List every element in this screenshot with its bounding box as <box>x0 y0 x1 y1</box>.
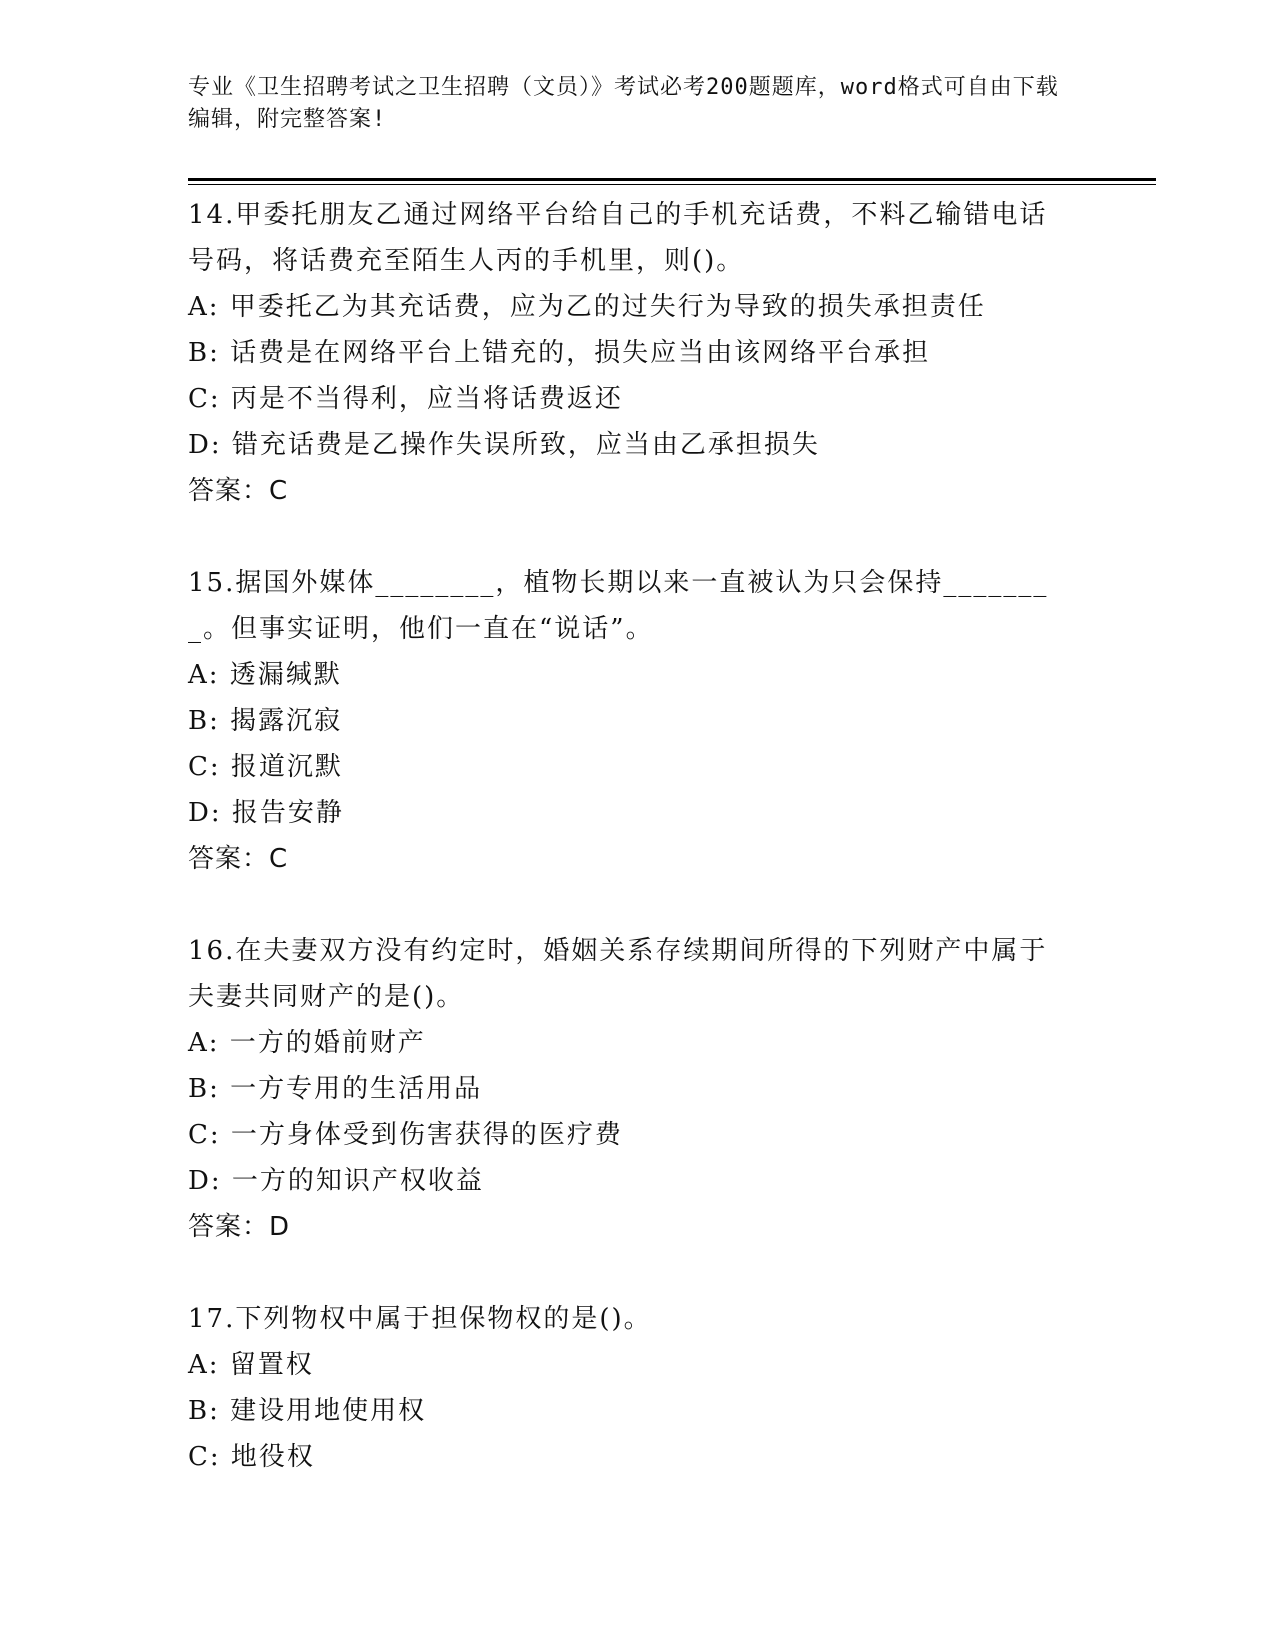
option-d: D: 错充话费是乙操作失误所致，应当由乙承担损失 <box>188 430 820 460</box>
option-c: C: 报道沉默 <box>188 752 343 782</box>
option-c: C: 地役权 <box>188 1442 315 1472</box>
question-stem: 17.下列物权中属于担保物权的是()。 <box>188 1304 652 1334</box>
question-stem: 14.甲委托朋友乙通过网络平台给自己的手机充话费，不料乙输错电话号码，将话费充至陌生人丙的手机里，则()。 <box>188 200 1048 276</box>
option-c: C: 一方身体受到伤害获得的医疗费 <box>188 1120 623 1150</box>
question-stem: 16.在夫妻双方没有约定时，婚姻关系存续期间所得的下列财产中属于夫妻共同财产的是()。 <box>188 936 1048 1012</box>
option-a: A: 一方的婚前财产 <box>188 1028 426 1058</box>
option-b: B: 一方专用的生活用品 <box>188 1074 483 1104</box>
option-a: A: 透漏缄默 <box>188 660 342 690</box>
document-header: 专业《卫生招聘考试之卫生招聘（文员）》考试必考200题题库，word格式可自由下载编辑，附完整答案! <box>188 75 1059 132</box>
option-b: B: 话费是在网络平台上错充的，损失应当由该网络平台承担 <box>188 338 931 368</box>
answer-line: 答案：C <box>188 476 289 506</box>
question-17 <box>188 1296 1088 1480</box>
question-15 <box>188 560 1088 882</box>
header-rule-thick <box>188 178 1156 181</box>
option-d: D: 报告安静 <box>188 798 344 828</box>
option-d: D: 一方的知识产权收益 <box>188 1166 484 1196</box>
header-rule-thin <box>188 184 1156 185</box>
option-a: A: 甲委托乙为其充话费，应为乙的过失行为导致的损失承担责任 <box>188 292 986 322</box>
question-14 <box>188 192 1088 514</box>
question-16 <box>188 928 1088 1250</box>
option-b: B: 揭露沉寂 <box>188 706 343 736</box>
option-b: B: 建设用地使用权 <box>188 1396 427 1426</box>
answer-line: 答案：D <box>188 1212 291 1242</box>
answer-line: 答案：C <box>188 844 289 874</box>
option-c: C: 丙是不当得利，应当将话费返还 <box>188 384 623 414</box>
option-a: A: 留置权 <box>188 1350 314 1380</box>
question-stem: 15.据国外媒体________，植物长期以来一直被认为只会保持________。但事实证明，他们一直在“说话”。 <box>188 568 1049 644</box>
question-list <box>188 192 1088 1526</box>
